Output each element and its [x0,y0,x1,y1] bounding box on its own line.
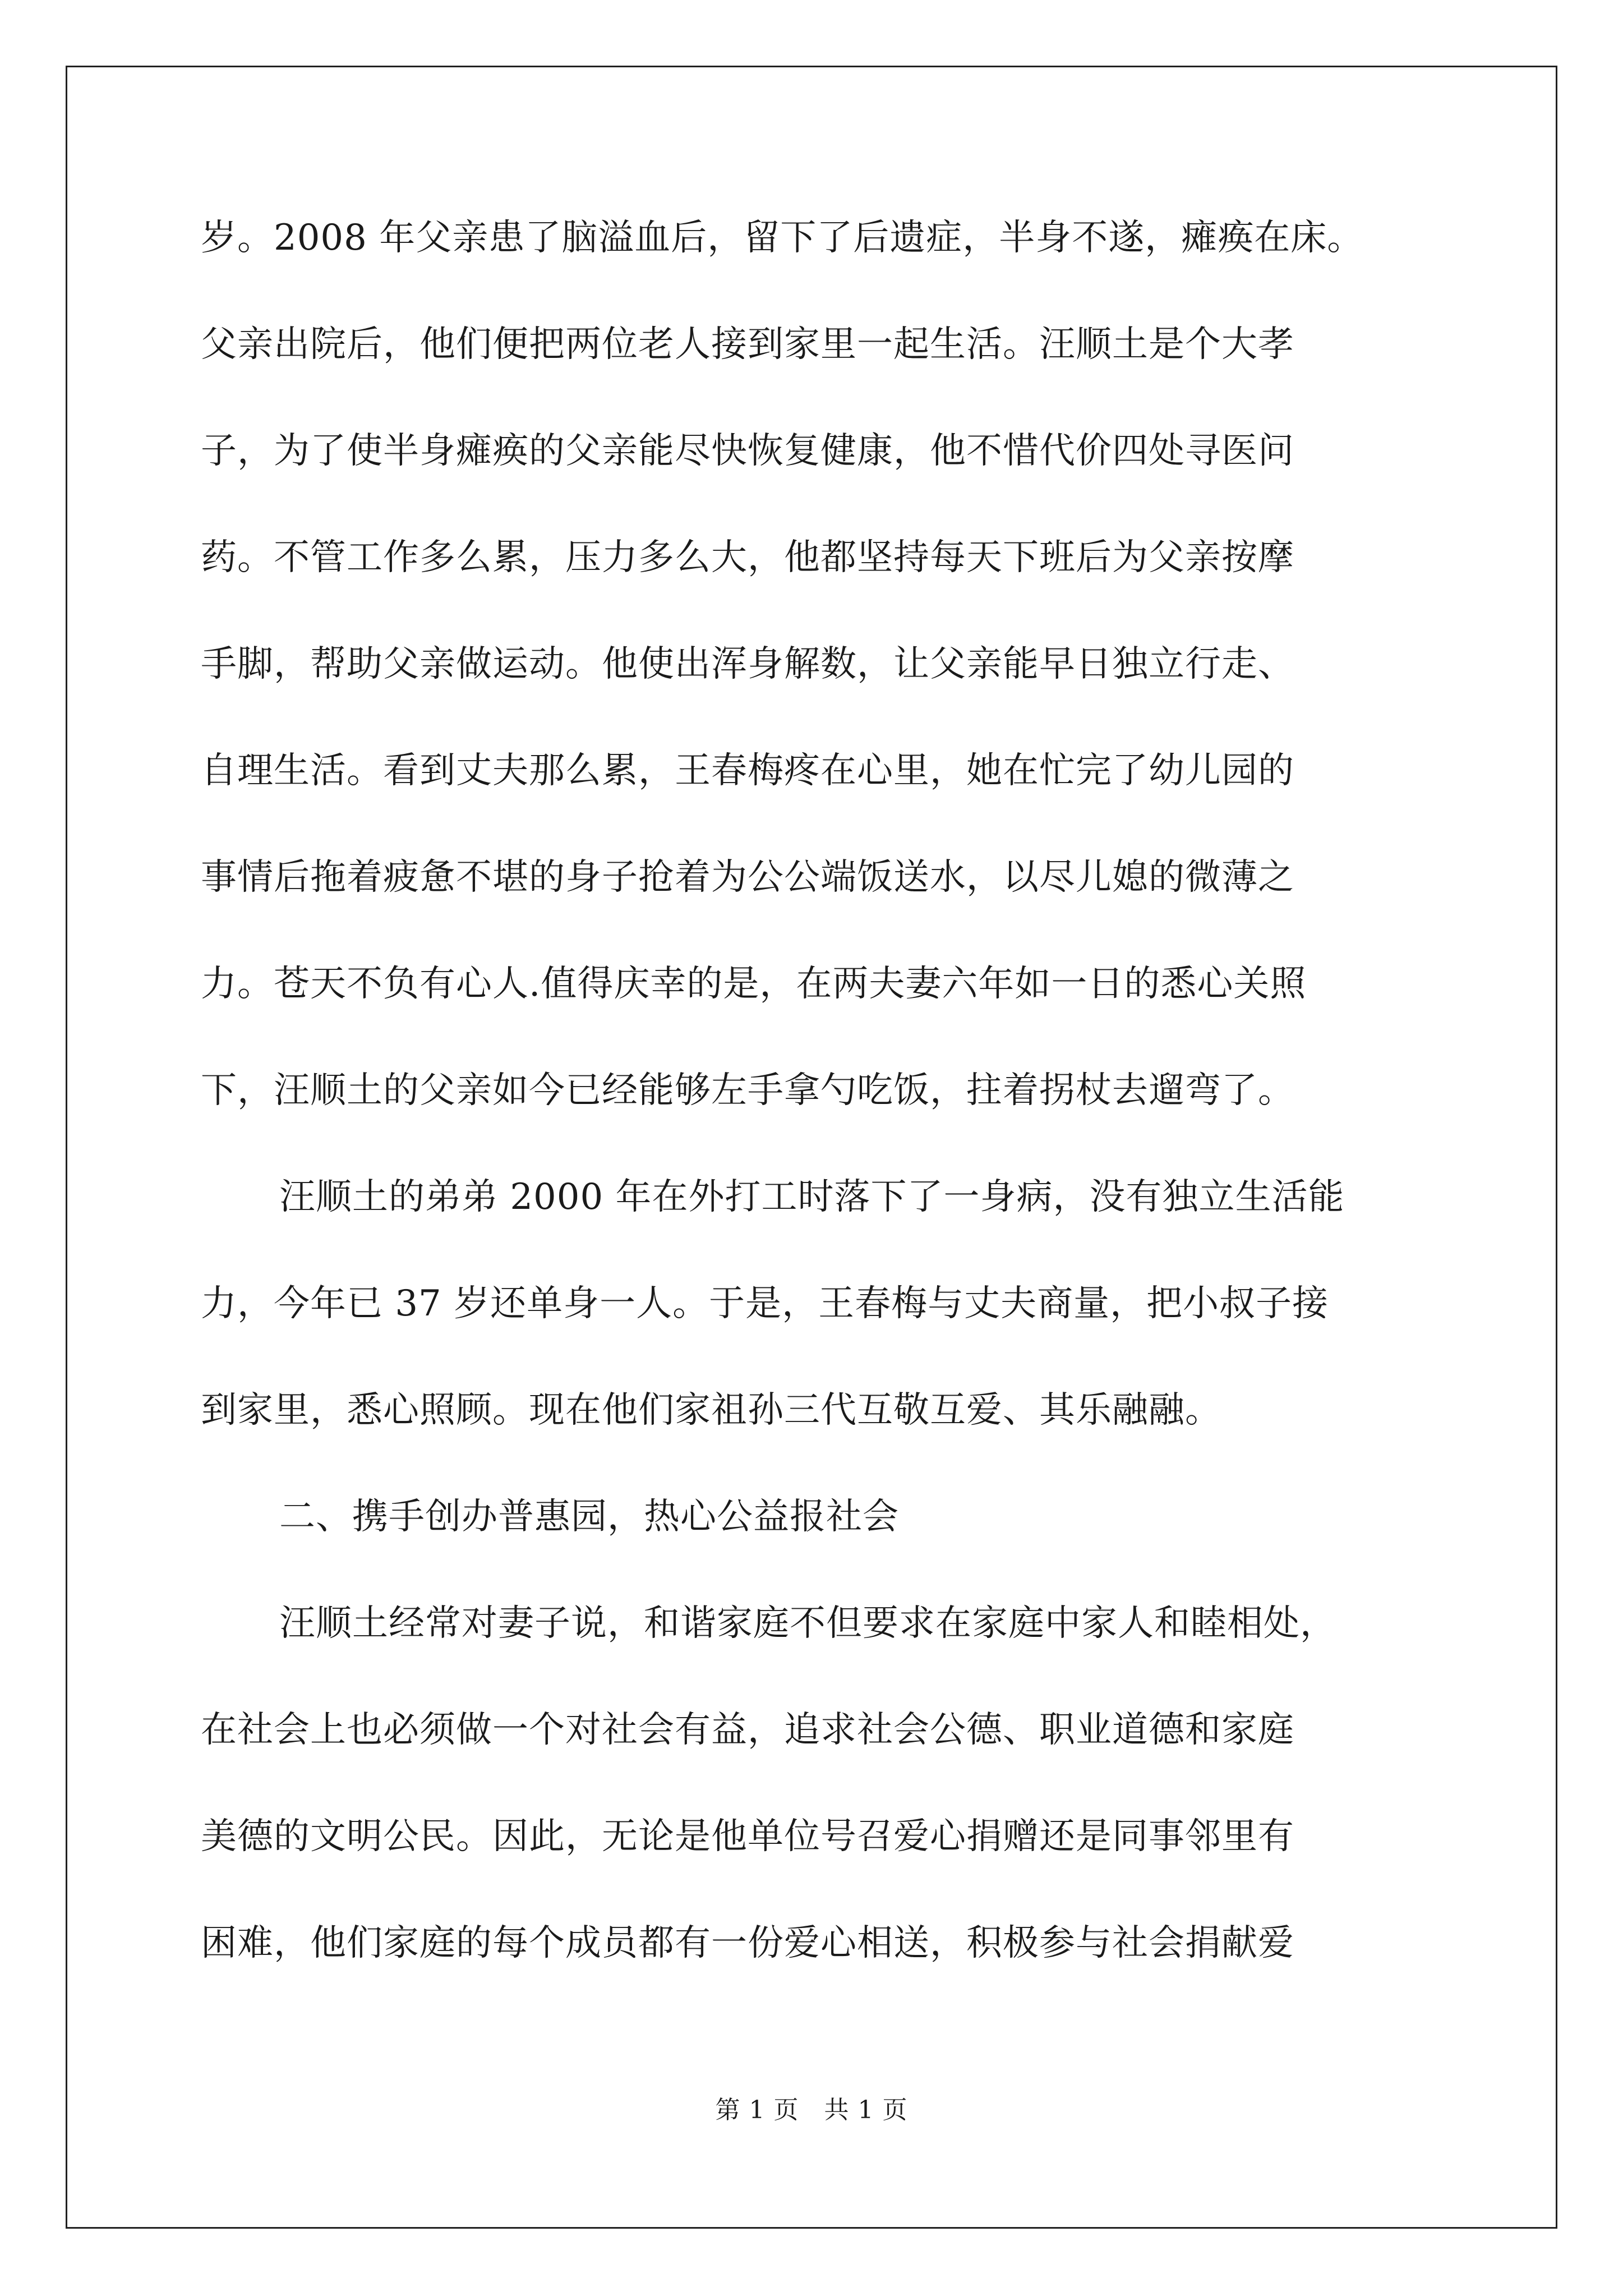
paragraph-start-line: 汪顺土经常对妻子说，和谐家庭不但要求在家庭中家人和睦相处， [279,1603,1336,1644]
page-number-footer: 第 1 页 共 1 页 [715,2096,908,2124]
text-line: 岁。2008 年父亲患了脑溢血后，留下了后遗症，半身不遂，瘫痪在床。 [201,217,1364,259]
text-line: 力。苍天不负有心人.值得庆幸的是，在两夫妻六年如一日的悉心关照 [201,963,1307,1005]
text-line: 自理生活。看到丈夫那么累，王春梅疼在心里，她在忙完了幼儿园的 [201,750,1294,792]
text-line: 困难，他们家庭的每个成员都有一份爱心相送，积极参与社会捐献爱 [201,1922,1294,1964]
text-line: 到家里，悉心照顾。现在他们家祖孙三代互敬互爱、其乐融融。 [201,1389,1221,1431]
text-line: 药。不管工作多么累，压力多么大，他都坚持每天下班后为父亲按摩 [201,537,1294,578]
text-line: 美德的文明公民。因此，无论是他单位号召爱心捐赠还是同事邻里有 [201,1816,1294,1857]
paragraph-start-line: 汪顺土的弟弟 2000 年在外打工时落下了一身病，没有独立生活能 [279,1176,1345,1218]
document-body [201,218,1491,2030]
text-line: 父亲出院后，他们便把两位老人接到家里一起生活。汪顺土是个大孝 [201,324,1294,365]
text-line: 力，今年已 37 岁还单身一人。于是，王春梅与丈夫商量，把小叔子接 [201,1283,1329,1324]
text-line: 手脚，帮助父亲做运动。他使出浑身解数，让父亲能早日独立行走、 [201,643,1294,685]
text-line: 下，汪顺土的父亲如今已经能够左手拿勺吃饭，拄着拐杖去遛弯了。 [201,1070,1294,1111]
text-line: 在社会上也必须做一个对社会有益，追求社会公德、职业道德和家庭 [201,1709,1294,1751]
text-line: 事情后拖着疲惫不堪的身子抢着为公公端饭送水，以尽儿媳的微薄之 [201,857,1294,898]
text-line: 子，为了使半身瘫痪的父亲能尽快恢复健康，他不惜代价四处寻医问 [201,430,1294,472]
section-heading: 二、携手创办普惠园，热心公益报社会 [279,1496,899,1538]
